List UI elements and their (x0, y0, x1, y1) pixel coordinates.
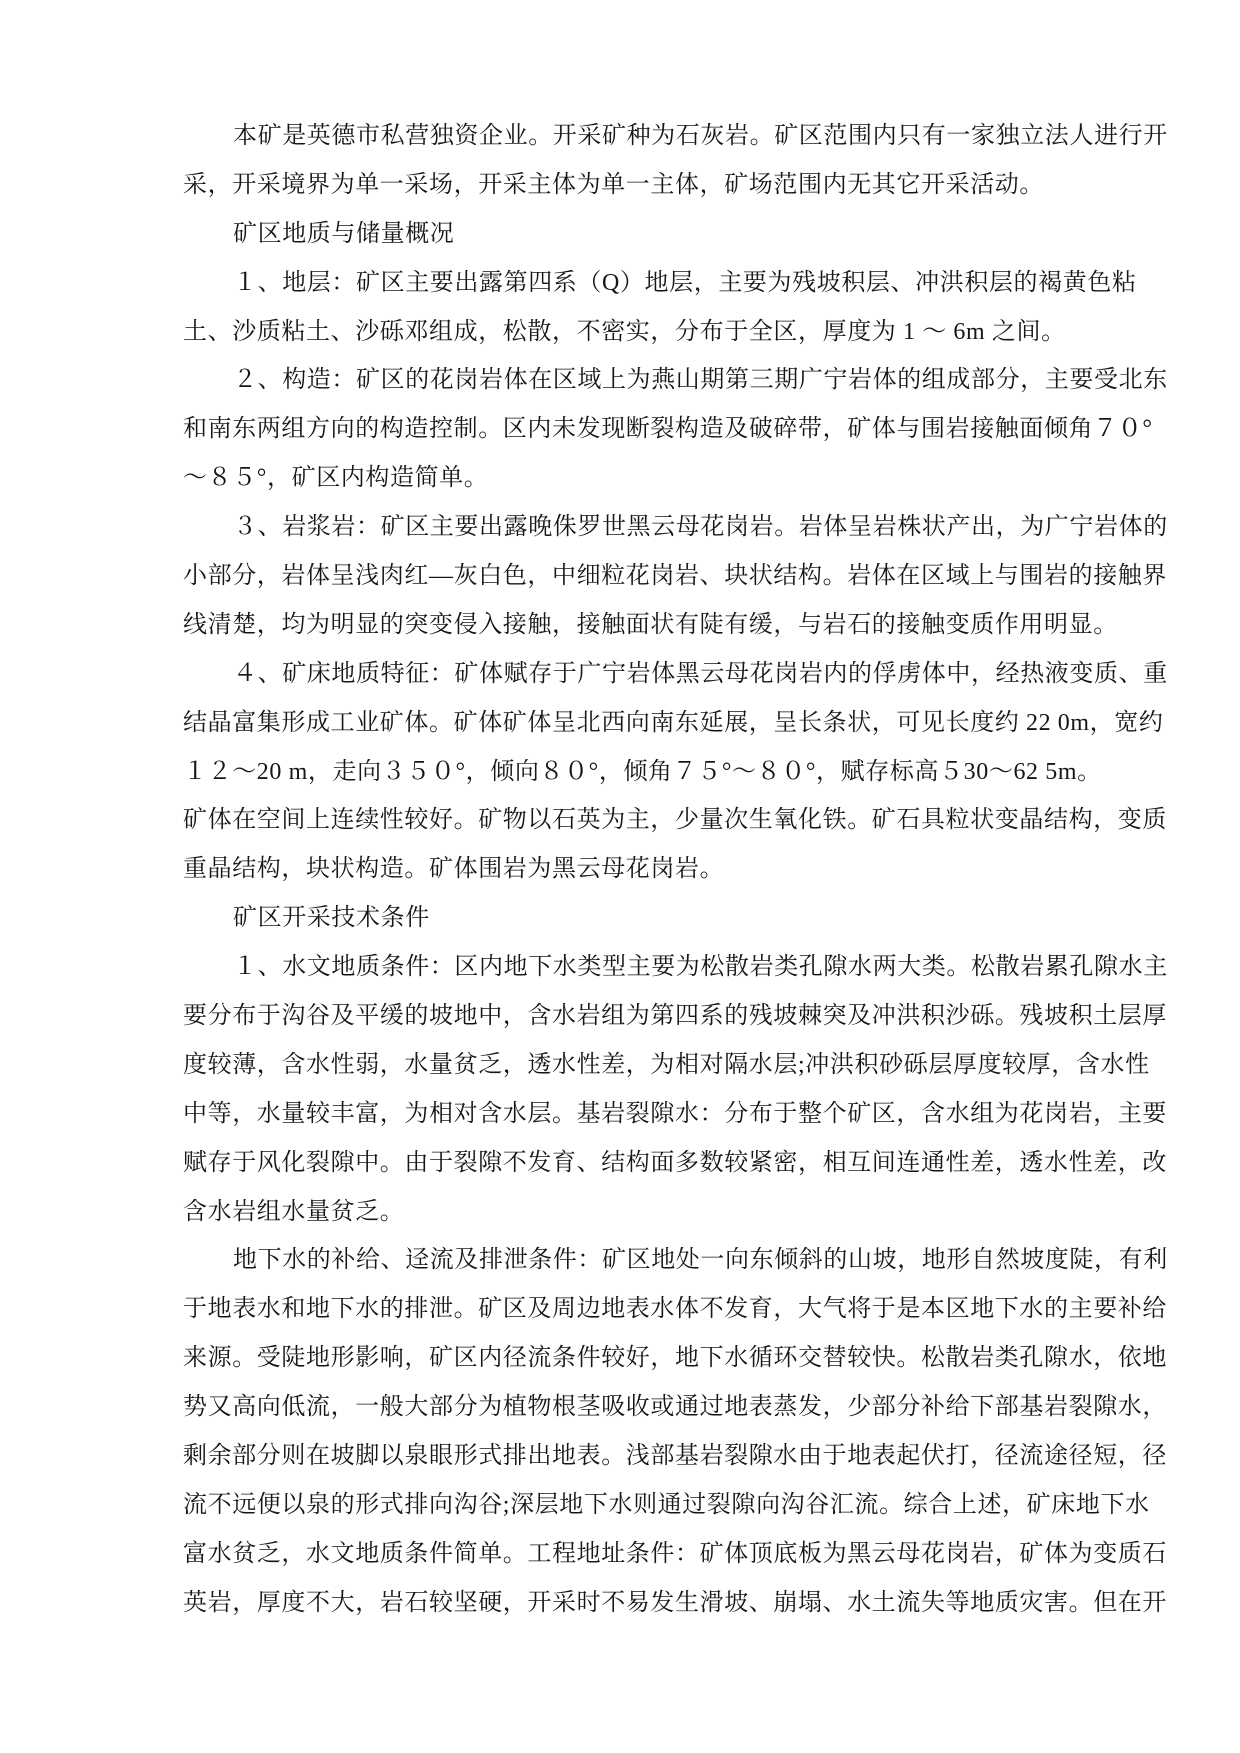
text-line: 地下水的补给、迳流及排泄条件：矿区地处一向东倾斜的山坡，地形自然坡度陡，有利 (233, 1247, 1168, 1274)
text-line: 矿区地质与储量概况 (233, 220, 455, 247)
text-line: 小部分，岩体呈浅肉红—灰白色，中细粒花岗岩、块状结构。岩体在区域上与围岩的接触界 (183, 563, 1167, 590)
text-line: 流不远便以泉的形式排向沟谷;深层地下水则通过裂隙向沟谷汇流。综合上述，矿床地下水 (183, 1491, 1150, 1518)
document-body (183, 112, 1168, 1628)
text-line: ～８５°，矿区内构造简单。 (183, 465, 489, 492)
text-line: 英岩，厚度不大，岩石较坚硬，开采时不易发生滑坡、崩塌、水土流失等地质灾害。但在开 (183, 1589, 1167, 1616)
text-line: 和南东两组方向的构造控制。区内未发现断裂构造及破碎带，矿体与围岩接触面倾角７０° (183, 416, 1153, 443)
text-line: 要分布于沟谷及平缓的坡地中，含水岩组为第四系的残坡棘突及冲洪积沙砾。残坡积土层厚 (183, 1003, 1167, 1030)
text-line: 重晶结构，块状构造。矿体围岩为黑云母花岗岩。 (183, 856, 725, 883)
text-line: 采，开采境界为单一采场，开采主体为单一主体，矿场范围内无其它开采活动。 (183, 171, 1044, 198)
text-line: 势又高向低流，一般大部分为植物根茎吸收或通过地表蒸发，少部分补给下部基岩裂隙水， (183, 1394, 1167, 1421)
text-line: 中等，水量较丰富，为相对含水层。基岩裂隙水：分布于整个矿区，含水组为花岗岩，主要 (183, 1100, 1167, 1127)
text-line: 线清楚，均为明显的突变侵入接触，接触面状有陡有缓，与岩石的接触变质作用明显。 (183, 611, 1118, 638)
text-line: 矿区开采技术条件 (233, 905, 430, 932)
text-line: 度较薄，含水性弱，水量贫乏，透水性差，为相对隔水层;冲洪积砂砾层厚度较厚，含水性 (183, 1051, 1150, 1078)
text-line: ３、岩浆岩：矿区主要出露晚侏罗世黑云母花岗岩。岩体呈岩株状产出，为广宁岩体的 (233, 514, 1168, 541)
text-line: ４、矿床地质特征：矿体赋存于广宁岩体黑云母花岗岩内的俘虏体中，经热液变质、重 (233, 660, 1168, 687)
text-line: １、地层：矿区主要出露第四系（Q）地层，主要为残坡积层、冲洪积层的褐黄色粘 (233, 269, 1137, 296)
text-line: 土、沙质粘土、沙砾邓组成，松散，不密实，分布于全区，厚度为 1 ～ 6m 之间。 (183, 318, 1066, 345)
text-line: 矿体在空间上连续性较好。矿物以石英为主，少量次生氧化铁。矿石具粒状变晶结构，变质 (183, 807, 1167, 834)
text-line: 来源。受陡地形影响，矿区内径流条件较好，地下水循环交替较快。松散岩类孔隙水，依地 (183, 1345, 1167, 1372)
text-line: 含水岩组水量贫乏。 (183, 1198, 405, 1225)
text-line: 富水贫乏，水文地质条件简单。工程地址条件：矿体顶底板为黑云母花岗岩，矿体为变质石 (183, 1540, 1167, 1567)
text-line: 结晶富集形成工业矿体。矿体矿体呈北西向南东延展，呈长条状，可见长度约 22 0m，宽约 (183, 709, 1164, 736)
text-line: ２、构造：矿区的花岗岩体在区域上为燕山期第三期广宁岩体的组成部分，主要受北东 (233, 367, 1168, 394)
text-line: １２～20 m，走向３５０°，倾向８０°，倾角７５°～８０°，赋存标高５30～62 5m。 (183, 758, 1102, 785)
text-line: 赋存于风化裂隙中。由于裂隙不发育、结构面多数较紧密，相互间连通性差，透水性差，改 (183, 1149, 1167, 1176)
text-line: １、水文地质条件：区内地下水类型主要为松散岩类孔隙水两大类。松散岩累孔隙水主 (233, 954, 1168, 981)
text-line: 剩余部分则在坡脚以泉眼形式排出地表。浅部基岩裂隙水由于地表起伏打，径流途径短，径 (183, 1443, 1167, 1470)
text-line: 于地表水和地下水的排泄。矿区及周边地表水体不发育，大气将于是本区地下水的主要补给 (183, 1296, 1167, 1323)
text-line: 本矿是英德市私营独资企业。开采矿种为石灰岩。矿区范围内只有一家独立法人进行开 (233, 123, 1168, 149)
